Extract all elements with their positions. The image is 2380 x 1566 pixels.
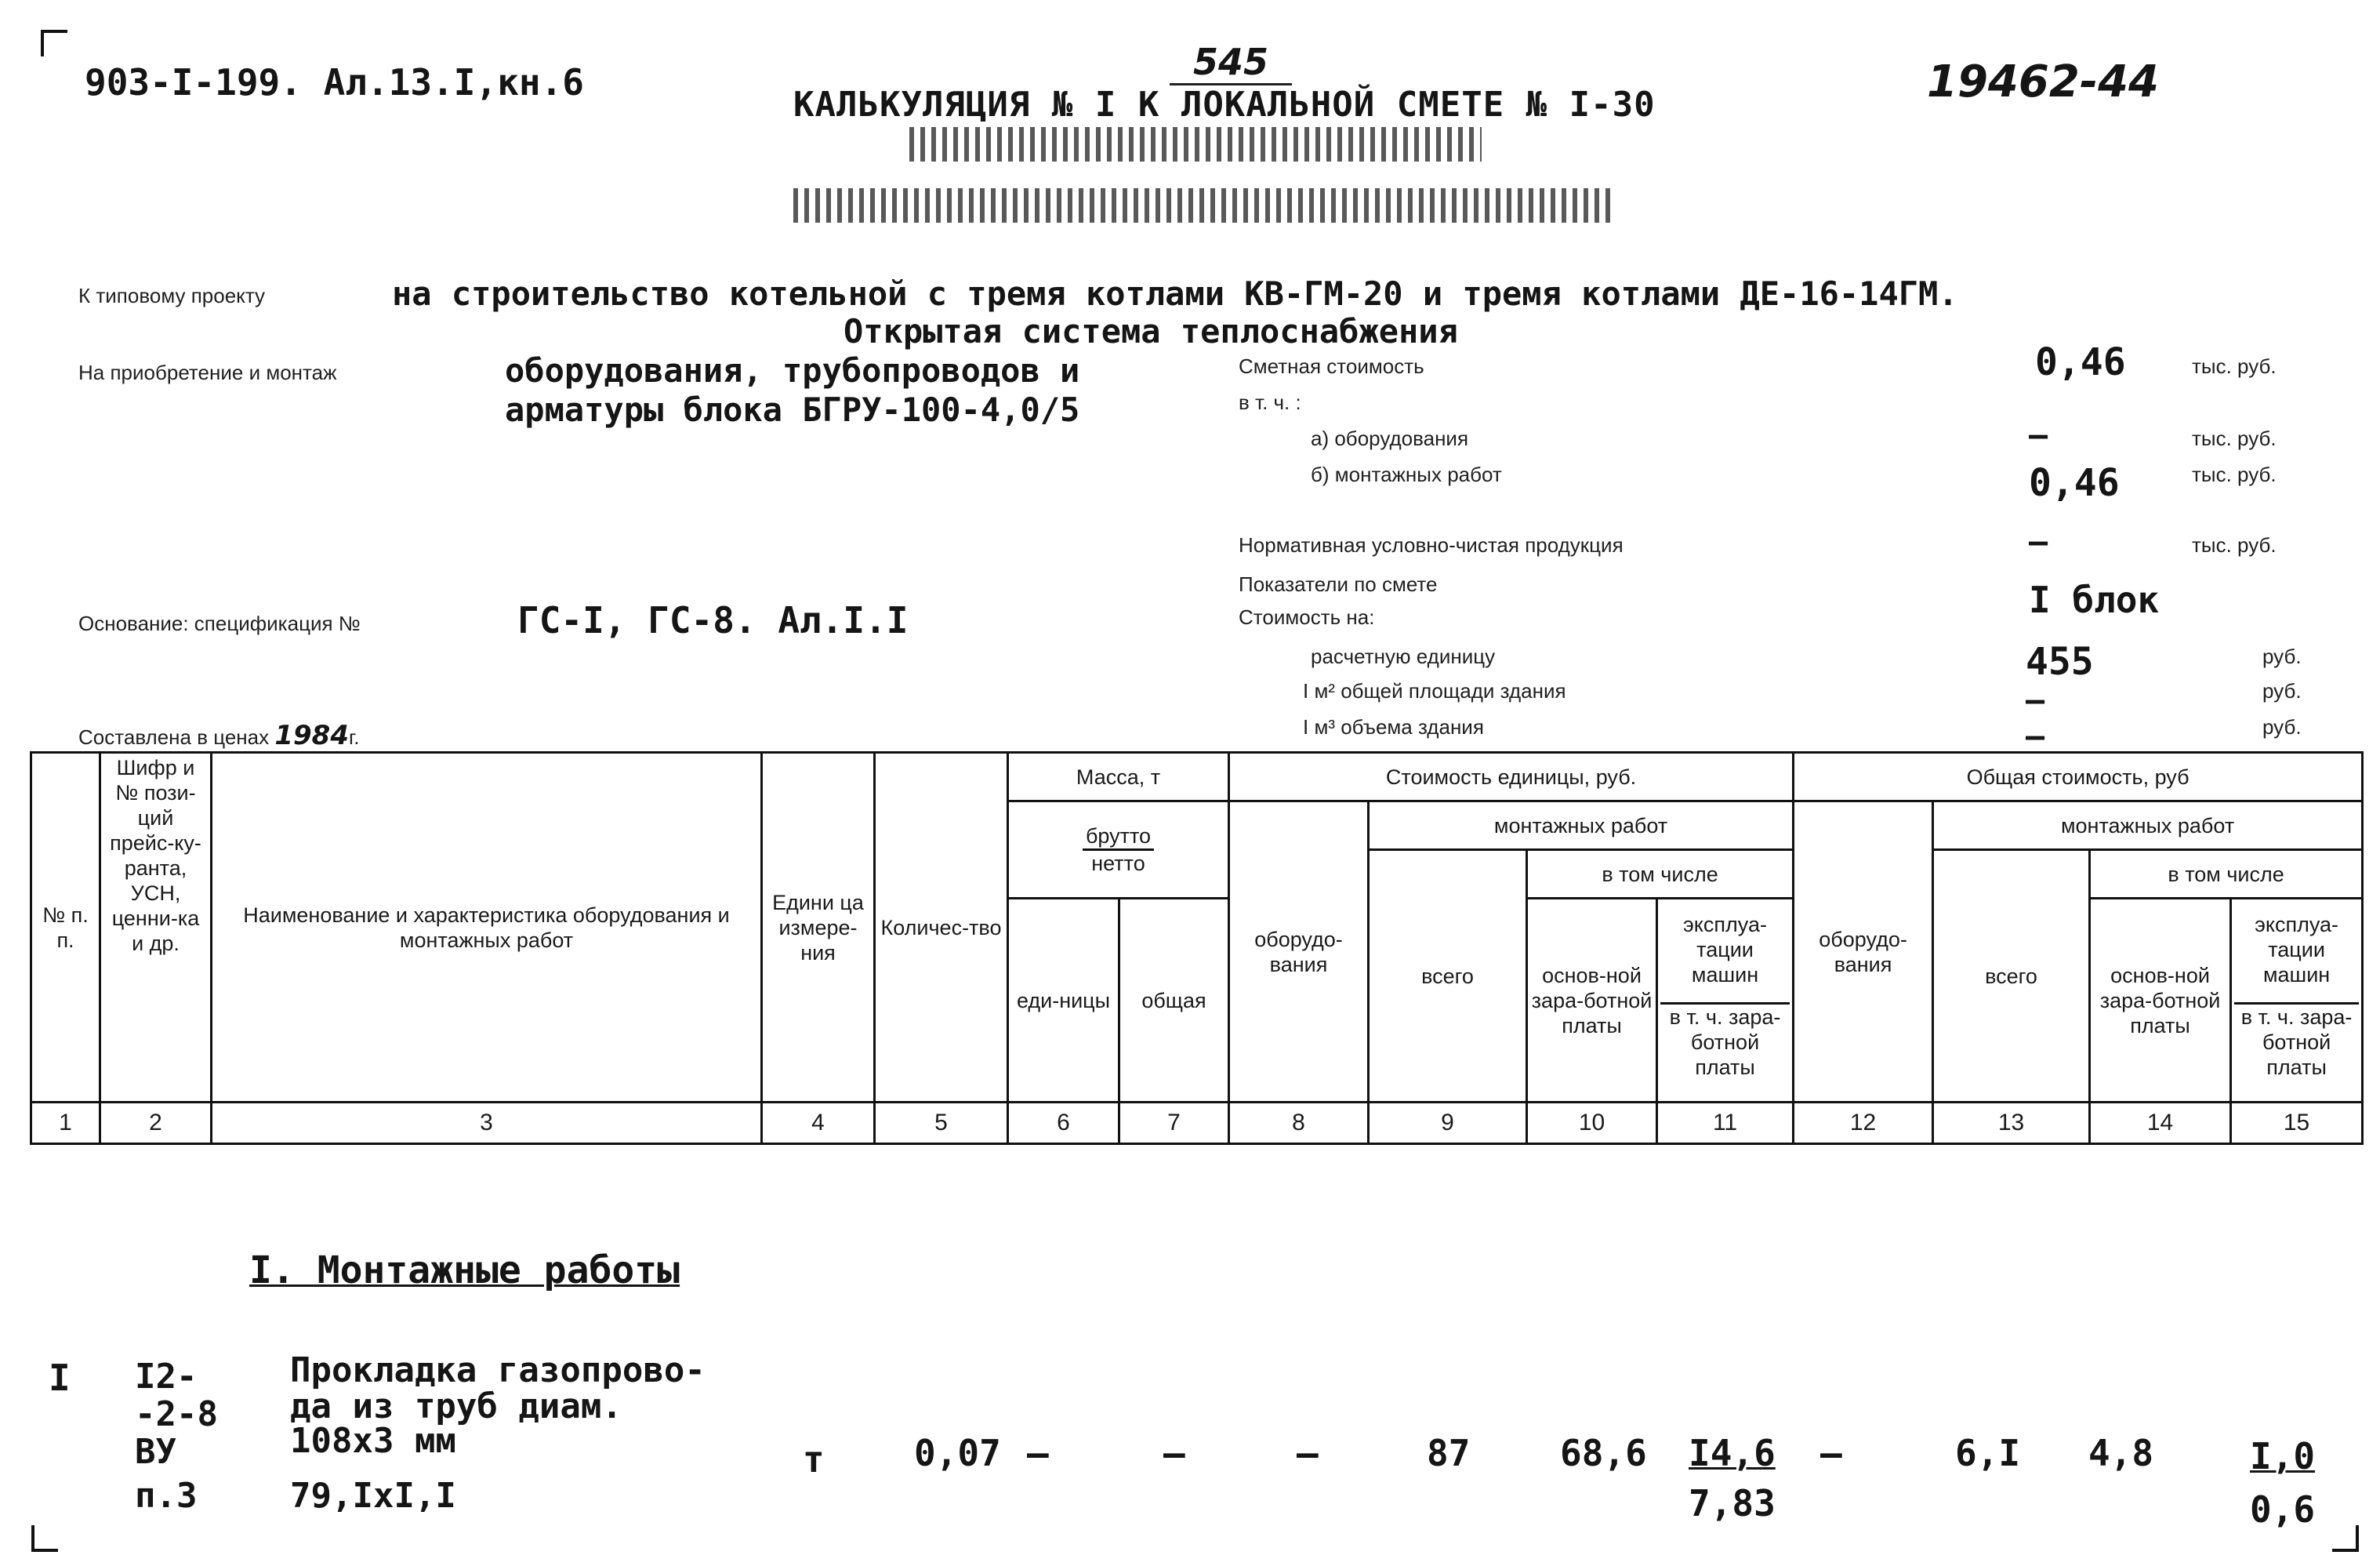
- col-num-12: 12: [1794, 1103, 1933, 1144]
- col-num-15: 15: [2231, 1103, 2363, 1144]
- per-unit-unit: руб.: [2262, 645, 2302, 668]
- struck-out-line-2: [793, 188, 1616, 223]
- project-value-line2: Открытая система теплоснабжения: [844, 312, 1458, 351]
- row-mass-total: –: [1163, 1432, 1185, 1474]
- col-num-10: 10: [1527, 1103, 1657, 1144]
- row-code-1: I2-: [135, 1357, 198, 1397]
- row-code-4: п.3: [135, 1476, 198, 1516]
- per-volume-value: –: [2026, 718, 2045, 754]
- project-label: К типовому проекту: [78, 284, 266, 307]
- row-machines: I4,6: [1689, 1432, 1776, 1474]
- col-num-5: 5: [875, 1103, 1008, 1144]
- equipment-unit: тыс. руб.: [2192, 427, 2277, 450]
- header-brutto: брутто: [1083, 823, 1154, 851]
- header-machines-wage-text: в т. ч. зара-ботной платы: [1660, 1002, 1790, 1080]
- normative-label: Нормативная условно-чистая продукция: [1239, 533, 1624, 557]
- header-unit-cost: Стоимость единицы, руб.: [1229, 753, 1794, 801]
- col-num-9: 9: [1369, 1103, 1527, 1144]
- header-all-total: всего: [1933, 850, 2090, 1103]
- header-mass-unit: еди-ницы: [1008, 899, 1119, 1103]
- header-equipment: оборудо-вания: [1229, 801, 1369, 1103]
- document-code: 903-I-199. Ал.13.I,кн.6: [85, 61, 584, 104]
- header-total-cost: Общая стоимость, руб: [1794, 753, 2363, 801]
- col-num-11: 11: [1657, 1103, 1794, 1144]
- corner-mark-bottom-right: [2332, 1525, 2359, 1552]
- row-install-all: 87: [1427, 1432, 1471, 1474]
- document-title: КАЛЬКУЛЯЦИЯ № I К ЛОКАЛЬНОЙ СМЕТЕ № I-30: [793, 85, 1656, 125]
- col-num-7: 7: [1119, 1103, 1229, 1144]
- cost-label: Сметная стоимость: [1239, 354, 1424, 378]
- col-num-14: 14: [2090, 1103, 2231, 1144]
- per-area-label: I м² общей площади здания: [1303, 679, 1566, 703]
- header-machines: эксплуа-тации машин: [1657, 899, 1794, 1001]
- header-all: всего: [1369, 850, 1527, 1103]
- col-num-1: 1: [31, 1103, 100, 1144]
- sheet-number: 545: [1170, 41, 1292, 85]
- prices-year: 1984: [274, 720, 349, 751]
- header-mass: Масса, т: [1008, 753, 1229, 801]
- normative-value: –: [2029, 524, 2048, 560]
- row-name-3: 108х3 мм: [290, 1421, 456, 1461]
- row-equip-total: –: [1820, 1432, 1842, 1474]
- header-quantity: Количес-тво: [875, 753, 1008, 1103]
- per-area-value: –: [2026, 682, 2045, 718]
- cost-unit: тыс. руб.: [2192, 354, 2277, 378]
- row-equip-unit: –: [1297, 1432, 1319, 1474]
- col-num-3: 3: [212, 1103, 762, 1144]
- header-code: Шифр и № пози-ций прейс-ку-ранта, УСН, ценни-ка и др.: [100, 753, 212, 1103]
- section-title: I. Монтажные работы: [249, 1248, 680, 1292]
- header-name: Наименование и характеристика оборудования и монтажных работ: [212, 753, 762, 1103]
- row-name-2: да из труб диам.: [290, 1386, 622, 1426]
- normative-unit: тыс. руб.: [2192, 533, 2277, 557]
- col-num-13: 13: [1933, 1103, 2090, 1144]
- row-no: I: [49, 1357, 71, 1399]
- header-equipment-total: оборудо-вания: [1794, 801, 1933, 1103]
- indicators-value: I блок: [2029, 579, 2160, 621]
- header-netto: нетто: [1091, 852, 1145, 875]
- col-num-4: 4: [762, 1103, 875, 1144]
- header-mass-brutto-netto: [1008, 801, 1229, 899]
- install-unit: тыс. руб.: [2192, 463, 2277, 486]
- stamp-number: 19462-44: [1927, 56, 2159, 107]
- header-machines-wage-total-text: в т. ч. зара-ботной платы: [2234, 1002, 2359, 1080]
- install-value: 0,46: [2029, 461, 2120, 505]
- header-base-wage-total: основ-ной зара-ботной платы: [2090, 899, 2231, 1103]
- row-name-4: 79,IхI,I: [290, 1476, 456, 1516]
- per-unit-value: 455: [2026, 640, 2094, 684]
- estimate-table-header: [30, 751, 2364, 1145]
- per-unit-label: расчетную единицу: [1311, 645, 1496, 668]
- prices-label: [78, 720, 360, 751]
- header-machines-wage: [1657, 1001, 1794, 1103]
- header-install-total: монтажных работ: [1933, 801, 2363, 850]
- header-unit: Едини ца измере-ния: [762, 753, 875, 1103]
- row-name-1: Прокладка газопрово-: [290, 1350, 706, 1390]
- header-base-wage: основ-ной зара-ботной платы: [1527, 899, 1657, 1103]
- prices-label-text: Составлена в ценах: [78, 725, 270, 749]
- basis-value: ГС-I, ГС-8. Ал.I.I: [517, 599, 909, 641]
- indicators-label: Показатели по смете: [1239, 572, 1438, 596]
- install-label: б) монтажных работ: [1311, 463, 1502, 486]
- struck-out-line-1: [909, 127, 1482, 162]
- per-volume-label: I м³ объема здания: [1303, 715, 1484, 739]
- prices-suffix: г.: [349, 725, 360, 749]
- header-incl-total: в том числе: [2090, 850, 2363, 899]
- col-num-6: 6: [1008, 1103, 1119, 1144]
- equipment-value: –: [2029, 417, 2048, 453]
- header-mass-total: общая: [1119, 899, 1229, 1103]
- purpose-label: На приобретение и монтаж: [78, 361, 337, 384]
- per-area-unit: руб.: [2262, 679, 2302, 703]
- row-machines-wage-total: 0,6: [2250, 1488, 2316, 1531]
- per-volume-unit: руб.: [2262, 715, 2302, 739]
- row-unit: т: [803, 1438, 825, 1481]
- row-machines-wage: 7,83: [1689, 1482, 1776, 1524]
- row-machines-total: I,0: [2250, 1435, 2316, 1477]
- row-install-all-total: 6,I: [1955, 1432, 2021, 1474]
- header-incl: в том числе: [1527, 850, 1794, 899]
- cost-per-label: Стоимость на:: [1239, 605, 1375, 629]
- header-machines-total: эксплуа-тации машин: [2231, 899, 2363, 1001]
- row-base-wage-total: 4,8: [2088, 1432, 2154, 1474]
- corner-mark-bottom-left: [31, 1525, 58, 1552]
- col-num-2: 2: [100, 1103, 212, 1144]
- equipment-label: а) оборудования: [1311, 427, 1469, 450]
- corner-mark-top-left: [41, 30, 67, 56]
- project-value-line1: на строительство котельной с тремя котлами КВ-ГМ-20 и тремя котлами ДЕ-16-14ГМ.: [392, 274, 1958, 313]
- basis-label: Основание: спецификация №: [78, 612, 361, 635]
- cost-value: 0,46: [2035, 340, 2126, 384]
- row-mass-unit: –: [1027, 1432, 1049, 1474]
- row-quantity: 0,07: [914, 1432, 1001, 1474]
- row-base-wage: 68,6: [1560, 1432, 1647, 1474]
- incl-label: в т. ч. :: [1239, 391, 1301, 414]
- purpose-value-line1: оборудования, трубопроводов и: [505, 351, 1080, 390]
- header-install: монтажных работ: [1369, 801, 1794, 850]
- row-code-2: -2-8: [135, 1394, 218, 1434]
- row-code-3: ВУ: [135, 1432, 176, 1472]
- header-no: № п. п.: [31, 753, 100, 1103]
- purpose-value-line2: арматуры блока БГРУ-100-4,0/5: [505, 391, 1080, 429]
- header-machines-wage-total: [2231, 1001, 2363, 1103]
- col-num-8: 8: [1229, 1103, 1369, 1144]
